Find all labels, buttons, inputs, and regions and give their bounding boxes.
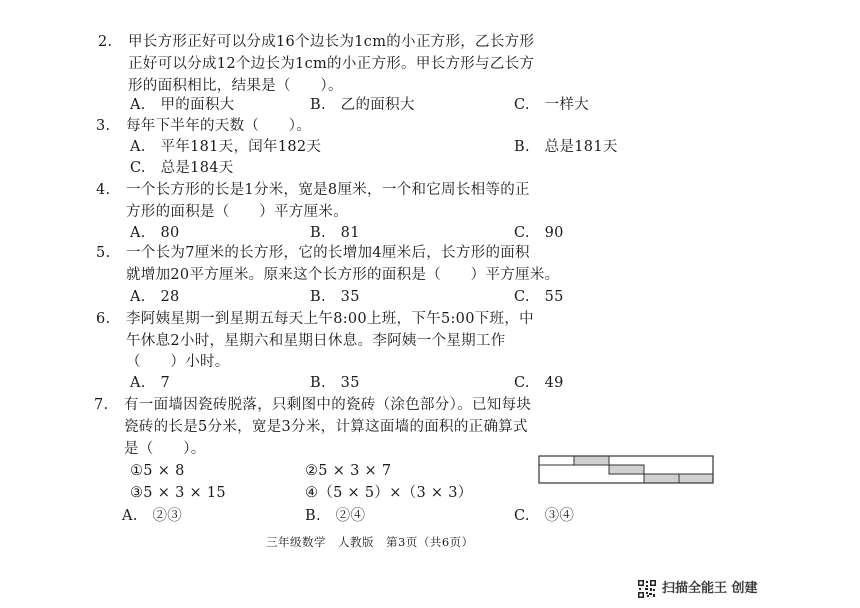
- q7-choice-3: ③5 × 3 × 15: [130, 485, 226, 501]
- q7-option-c: C. ③④: [514, 508, 575, 524]
- q6-option-c: C. 49: [514, 375, 564, 391]
- q7-line-3: 是（ ）。: [124, 441, 206, 457]
- q2-line-3: 形的面积相比，结果是（ ）。: [128, 78, 343, 94]
- q6-line-1: 李阿姨星期一到星期五每天上午8:00上班，下午5:00下班，中: [126, 311, 534, 327]
- q7-option-a: A. ②③: [122, 508, 183, 524]
- q5-line-2: 就增加20平方厘米。原来这个长方形的面积是（ ）平方厘米。: [126, 267, 560, 283]
- q4-option-a: A. 80: [130, 225, 180, 241]
- q5-number: 5.: [96, 245, 111, 261]
- q3-number: 3.: [96, 118, 111, 134]
- q7-choice-4: ④（5 × 5）×（3 × 3）: [305, 485, 473, 501]
- q3-option-a: A. 平年181天，闰年182天: [130, 139, 322, 155]
- qr-code-icon: [638, 580, 656, 598]
- page-footer: 三年级数学 人教版 第3页（共6页）: [266, 535, 474, 549]
- q5-option-a: A. 28: [130, 289, 180, 305]
- q7-choice-2: ②5 × 3 × 7: [305, 463, 392, 479]
- watermark-text: 扫描全能王 创建: [662, 581, 758, 596]
- q4-line-2: 方形的面积是（ ）平方厘米。: [126, 204, 348, 220]
- q2-line-2: 正好可以分成12个边长为1cm的小正方形。甲长方形与乙长方: [128, 56, 535, 72]
- q6-line-2: 午休息2小时，星期六和星期日休息。李阿姨一个星期工作: [126, 333, 506, 349]
- q3-option-c: C. 总是184天: [130, 160, 234, 176]
- q6-option-a: A. 7: [130, 375, 171, 391]
- q4-number: 4.: [96, 182, 111, 198]
- q7-line-1: 有一面墙因瓷砖脱落，只剩图中的瓷砖（涂色部分）。已知每块: [124, 397, 532, 413]
- wall-tiles-figure: [538, 455, 714, 485]
- q7-choice-1: ①5 × 8: [130, 463, 185, 479]
- q4-line-1: 一个长方形的长是1分米，宽是8厘米，一个和它周长相等的正: [126, 182, 530, 198]
- tile-2: [609, 465, 644, 474]
- tile-4: [679, 474, 713, 483]
- q2-option-b: B. 乙的面积大: [310, 97, 415, 113]
- tile-3: [644, 474, 679, 483]
- q5-line-1: 一个长为7厘米的长方形，它的长增加4厘米后，长方形的面积: [126, 245, 530, 261]
- q7-number: 7.: [94, 397, 109, 413]
- q6-option-b: B. 35: [310, 375, 360, 391]
- tile-1: [574, 456, 609, 465]
- q7-option-b: B. ②④: [305, 508, 366, 524]
- q2-option-c: C. 一样大: [514, 97, 589, 113]
- q2-option-a: A. 甲的面积大: [130, 97, 235, 113]
- q6-number: 6.: [96, 311, 111, 327]
- q5-option-b: B. 35: [310, 289, 360, 305]
- q7-line-2: 瓷砖的长是5分米，宽是3分米，计算这面墙的面积的正确算式: [124, 419, 528, 435]
- q3-line-1: 每年下半年的天数（ ）。: [126, 118, 312, 134]
- q6-line-3: （ ）小时。: [126, 354, 230, 370]
- q2-number: 2.: [98, 34, 113, 50]
- q5-option-c: C. 55: [514, 289, 564, 305]
- q3-option-b: B. 总是181天: [514, 139, 618, 155]
- q2-line-1: 甲长方形正好可以分成16个边长为1cm的小正方形，乙长方形: [128, 34, 535, 50]
- q4-option-c: C. 90: [514, 225, 564, 241]
- q4-option-b: B. 81: [310, 225, 360, 241]
